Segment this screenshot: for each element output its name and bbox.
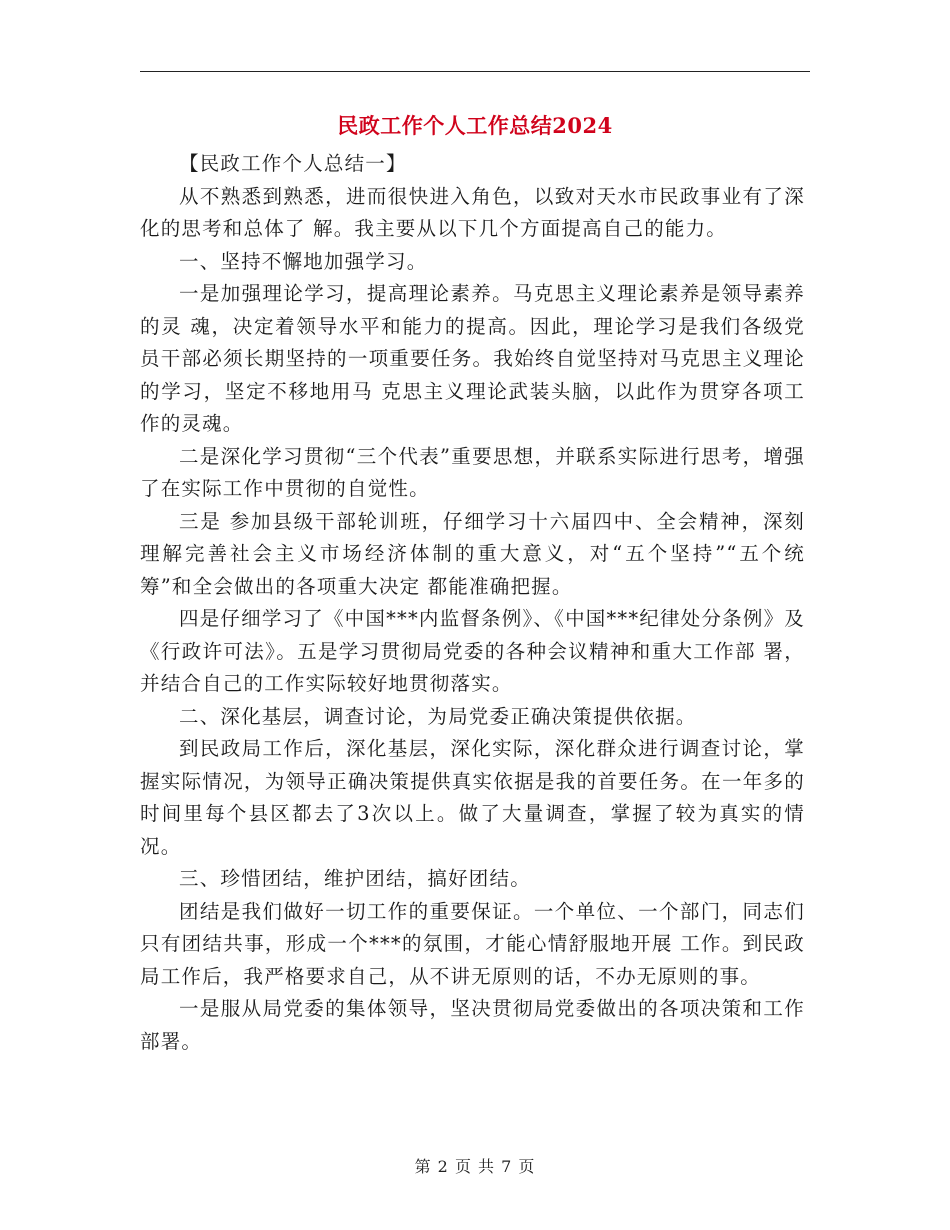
body-paragraph: 二是深化学习贯彻“三个代表”重要思想，并联系实际进行思考，增强了在实际工作中贯彻的自觉性。 <box>140 444 805 500</box>
document-title: 民政工作个人工作总结2024 <box>337 113 613 138</box>
body-paragraph: 三是 参加县级干部轮训班，仔细学习十六届四中、全会精神，深刻理解完善社会主义市场经济体制的重大意义，对“五个坚持”“五个统筹”和全会做出的各项重大决定 都能准确把握。 <box>140 509 805 598</box>
document-body <box>140 148 805 1058</box>
page-number: 第 2 页 共 7 页 <box>414 1157 536 1176</box>
section-heading: 三、珍惜团结，维护团结，搞好团结。 <box>179 867 531 890</box>
body-paragraph: 从不熟悉到熟悉，进而很快进入角色，以致对天水市民政事业有了深化的思考和总体了 解。我主要从以下几个方面提高自己的能力。 <box>140 184 805 240</box>
section-heading: 二、深化基层，调查讨论，为局党委正确决策提供依据。 <box>179 704 697 728</box>
header-rule <box>140 71 810 72</box>
body-paragraph: 团结是我们做好一切工作的重要保证。一个单位、一个部门，同志们只有团结共事，形成一个***的氛围，才能心情舒服地开展 工作。到民政局工作后，我严格要求自己，从不讲无原则的话，不办无原则的事。 <box>140 899 805 988</box>
body-paragraph: 到民政局工作后，深化基层，深化实际，深化群众进行调查讨论，掌握实际情况，为领导正确决策提供真实依据是我的首要任务。在一年多的时间里每个县区都去了3次以上。做了大量调查，掌握了较为真实的情况。 <box>140 737 805 858</box>
section-heading: 【民政工作个人总结一】 <box>179 152 407 175</box>
body-paragraph: 一是加强理论学习，提高理论素养。马克思主义理论素养是领导素养的灵 魂，决定着领导水平和能力的提高。因此，理论学习是我们各级党员干部必须长期坚持的一项重要任务。我始终自觉坚持对马克思主义理论的学习，坚定不移地用马 克思主义理论武装头脑，以此作为贯穿各项工作的灵魂。 <box>140 282 805 435</box>
body-paragraph: 一是服从局党委的集体领导，坚决贯彻局党委做出的各项决策和工作部署。 <box>140 997 805 1053</box>
section-heading: 一、坚持不懈地加强学习。 <box>179 249 428 273</box>
body-paragraph: 四是仔细学习了《中国***内监督条例》、《中国***纪律处分条例》及《行政许可法》。五是学习贯彻局党委的各种会议精神和重大工作部 署，并结合自己的工作实际较好地贯彻落实。 <box>140 607 805 695</box>
